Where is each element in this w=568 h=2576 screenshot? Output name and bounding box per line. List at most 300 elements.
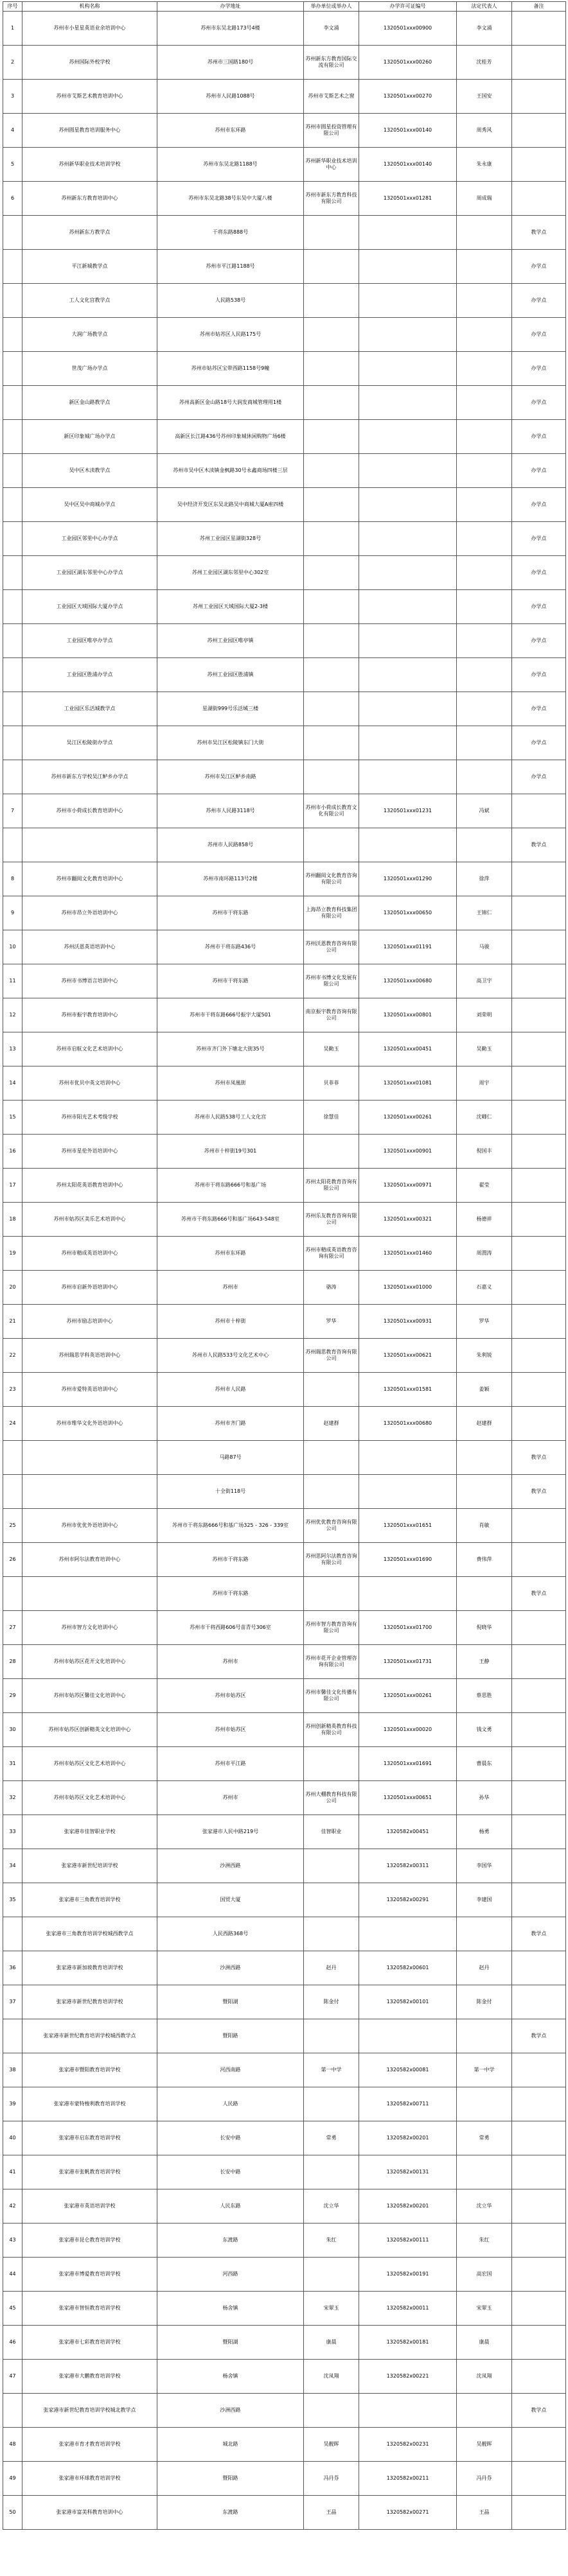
address-cell: 马路87号: [157, 1441, 304, 1475]
representative-cell: 王锦仁: [457, 896, 512, 930]
note-cell: 办学点: [512, 692, 566, 726]
note-cell: [512, 2258, 566, 2292]
table-row: [3, 454, 566, 488]
institution-name-cell: 张家港市英语培训学校: [22, 2189, 157, 2224]
license-number-cell: 1320501xxx01191: [359, 930, 457, 964]
note-cell: [512, 2496, 566, 2530]
license-number-cell: 1320501xxx00680: [359, 1407, 457, 1441]
sponsor-cell: [304, 828, 359, 862]
sponsor-cell: 宋翠玉: [304, 2292, 359, 2326]
table-row: [3, 2019, 566, 2053]
sponsor-cell: 苏州市小荷成长教育文化有限公司: [304, 794, 359, 828]
row-number-cell: 9: [3, 896, 22, 930]
note-cell: [512, 12, 566, 46]
row-number-cell: 28: [3, 1645, 22, 1679]
sponsor-cell: 苏州乐友教育咨询有限公司: [304, 1203, 359, 1237]
row-number-cell: 45: [3, 2292, 22, 2326]
institution-name-cell: 苏州市新东方学校吴江鲈乡办学点: [22, 760, 157, 794]
sponsor-cell: [304, 726, 359, 760]
institution-name-cell: 苏州新东方教育培训中心: [22, 182, 157, 216]
table-row: [3, 2053, 566, 2087]
institution-name-cell: 新区印象城广场办学点: [22, 420, 157, 454]
license-number-cell: [359, 2019, 457, 2053]
table-row: [3, 1373, 566, 1407]
sponsor-cell: [304, 1475, 359, 1509]
institution-name-cell: 苏州市姑苏区创新精英文化培训中心: [22, 1713, 157, 1747]
table-row: [3, 2087, 566, 2121]
table-row: [3, 114, 566, 148]
license-number-cell: [359, 692, 457, 726]
institution-name-cell: 苏州市姑苏区美乐艺术培训中心: [22, 1203, 157, 1237]
note-cell: [512, 794, 566, 828]
sponsor-cell: [304, 658, 359, 692]
address-cell: 苏州市姑苏区: [157, 1679, 304, 1713]
note-cell: [512, 1066, 566, 1101]
address-cell: 苏州市干将东路666号和基广场643-548室: [157, 1203, 304, 1237]
institution-name-cell: 苏州市姑苏区文化艺术培训中心: [22, 1781, 157, 1815]
row-number-cell: 2: [3, 46, 22, 80]
address-cell: 苏州市人民路1088号: [157, 80, 304, 114]
license-number-cell: 1320501xxx01690: [359, 1543, 457, 1577]
address-cell: 苏州工业园区天域国际大厦2-3楼: [157, 590, 304, 624]
sponsor-cell: 苏州优优教育咨询有限公司: [304, 1509, 359, 1543]
license-number-cell: 1320582x00291: [359, 1883, 457, 1917]
representative-cell: 康晨: [457, 2326, 512, 2360]
table-row: [3, 1917, 566, 1951]
address-cell: 暨阳湖: [157, 2326, 304, 2360]
institution-name-cell: 张家港市三角教育培训学校: [22, 1883, 157, 1917]
table-row: [3, 1611, 566, 1645]
column-header-number: 序号: [3, 2, 22, 12]
institution-name-cell: 张家港市新世纪教育培训学校城北教学点: [22, 2394, 157, 2428]
representative-cell: 冯斌: [457, 794, 512, 828]
table-row: [3, 964, 566, 998]
address-cell: 苏州市吴中区木渎镇金枫路30号永鑫商场四楼三层: [157, 454, 304, 488]
note-cell: [512, 1032, 566, 1066]
sponsor-cell: 徐慧佳: [304, 1101, 359, 1135]
address-cell: 沙洲西路: [157, 1951, 304, 1985]
institution-name-cell: 张家港市新加坡教育培训学校: [22, 1951, 157, 1985]
note-cell: [512, 46, 566, 80]
license-number-cell: [359, 1917, 457, 1951]
license-number-cell: 1320501xxx00901: [359, 1135, 457, 1169]
address-cell: 苏州市人民路: [157, 1373, 304, 1407]
address-cell: 长安中路: [157, 2121, 304, 2155]
institution-name-cell: 苏州市小荷成长教育培训中心: [22, 794, 157, 828]
license-number-cell: [359, 420, 457, 454]
address-cell: 苏州市东环路: [157, 1237, 304, 1271]
note-cell: [512, 896, 566, 930]
note-cell: 教学点: [512, 2019, 566, 2053]
note-cell: [512, 1169, 566, 1203]
note-cell: 教学点: [512, 1577, 566, 1611]
representative-cell: 李国华: [457, 1849, 512, 1883]
header-row: [3, 2, 566, 12]
note-cell: [512, 1883, 566, 1917]
sponsor-cell: 苏州太阳花教育咨询有限公司: [304, 1169, 359, 1203]
representative-cell: 吴勤玉: [457, 1032, 512, 1066]
license-number-cell: 1320501xxx00621: [359, 1339, 457, 1373]
note-cell: [512, 1815, 566, 1849]
address-cell: 苏州市干将东路666号振宇大厦501: [157, 998, 304, 1032]
table-row: [3, 2462, 566, 2496]
table-row: [3, 420, 566, 454]
sponsor-cell: [304, 216, 359, 250]
row-number-cell: 44: [3, 2258, 22, 2292]
sponsor-cell: 苏州市精成英语教育咨询有限公司: [304, 1237, 359, 1271]
note-cell: 办学点: [512, 386, 566, 420]
license-number-cell: 1320501xxx01700: [359, 1611, 457, 1645]
sponsor-cell: 苏州思阿尔法教育咨询有限公司: [304, 1543, 359, 1577]
representative-cell: [457, 760, 512, 794]
sponsor-cell: [304, 318, 359, 352]
table-row: [3, 352, 566, 386]
row-number-cell: 40: [3, 2121, 22, 2155]
row-number-cell: 6: [3, 182, 22, 216]
note-cell: [512, 1645, 566, 1679]
table-row: [3, 1169, 566, 1203]
note-cell: 教学点: [512, 216, 566, 250]
row-number-cell: [3, 828, 22, 862]
sponsor-cell: 赵建群: [304, 1407, 359, 1441]
representative-cell: 翟莹: [457, 1169, 512, 1203]
sponsor-cell: 苏州大棚教育科技有限公司: [304, 1781, 359, 1815]
license-number-cell: 1320501xxx00650: [359, 896, 457, 930]
sponsor-cell: [304, 250, 359, 284]
address-cell: 河西路: [157, 2258, 304, 2292]
representative-cell: 李建国: [457, 1883, 512, 1917]
institution-name-cell: 张家港市富美科教育培训中心: [22, 2496, 157, 2530]
sponsor-cell: 苏州市书博文化发展有限公司: [304, 964, 359, 998]
institution-name-cell: 苏州市书博语言培训中心: [22, 964, 157, 998]
row-number-cell: [3, 284, 22, 318]
row-number-cell: 18: [3, 1203, 22, 1237]
sponsor-cell: 苏州市艾斯艺术之窗: [304, 80, 359, 114]
row-number-cell: [3, 420, 22, 454]
table-row: [3, 522, 566, 556]
institution-name-cell: 苏州市姑苏区馨佳文化培训中心: [22, 1679, 157, 1713]
table-row: [3, 386, 566, 420]
note-cell: 办学点: [512, 760, 566, 794]
license-number-cell: 1320501xxx00261: [359, 1101, 457, 1135]
representative-cell: 王国安: [457, 80, 512, 114]
address-cell: 干将东路888号: [157, 216, 304, 250]
sponsor-cell: 苏州瑞思教育咨询有限公司: [304, 1339, 359, 1373]
row-number-cell: [3, 624, 22, 658]
institution-name-cell: 工业园区乐活城教学点: [22, 692, 157, 726]
sponsor-cell: [304, 1577, 359, 1611]
institution-name-cell: 苏州市优优外语培训中心: [22, 1509, 157, 1543]
note-cell: [512, 1679, 566, 1713]
table-row: [3, 896, 566, 930]
license-number-cell: 1320501xxx00900: [359, 12, 457, 46]
sponsor-cell: 吴靓晖: [304, 2428, 359, 2462]
table-row: [3, 1101, 566, 1135]
license-number-cell: [359, 386, 457, 420]
license-number-cell: 1320501xxx00261: [359, 1679, 457, 1713]
sponsor-cell: [304, 1917, 359, 1951]
note-cell: 办学点: [512, 420, 566, 454]
row-number-cell: [3, 726, 22, 760]
institution-name-cell: 苏州市小星星英语业余培训中心: [22, 12, 157, 46]
representative-cell: 周宇: [457, 1066, 512, 1101]
row-number-cell: 20: [3, 1271, 22, 1305]
sponsor-cell: [304, 556, 359, 590]
license-number-cell: 1320582x00271: [359, 2496, 457, 2530]
note-cell: 办学点: [512, 726, 566, 760]
row-number-cell: 27: [3, 1611, 22, 1645]
note-cell: [512, 2462, 566, 2496]
representative-cell: [457, 658, 512, 692]
address-cell: 苏州市干将东路: [157, 896, 304, 930]
representative-cell: [457, 420, 512, 454]
license-number-cell: [359, 556, 457, 590]
row-number-cell: 3: [3, 80, 22, 114]
institution-name-cell: 工业园区唯亭办学点: [22, 624, 157, 658]
address-cell: 吴中经济开发区东吴北路吴中商城大厦A座四楼: [157, 488, 304, 522]
license-number-cell: 1320501xxx00931: [359, 1305, 457, 1339]
representative-cell: [457, 1917, 512, 1951]
institution-name-cell: 张家港市智恒教育培训学校: [22, 2292, 157, 2326]
row-number-cell: 42: [3, 2189, 22, 2224]
table-row: [3, 1407, 566, 1441]
license-number-cell: [359, 1441, 457, 1475]
address-cell: 苏州工业园区湖东邻里中心302室: [157, 556, 304, 590]
note-cell: [512, 1271, 566, 1305]
representative-cell: 刘荣明: [457, 998, 512, 1032]
note-cell: [512, 1407, 566, 1441]
sponsor-cell: 苏州新华职业技术培训中心: [304, 148, 359, 182]
sponsor-cell: 沈立华: [304, 2189, 359, 2224]
institution-name-cell: 苏州市精成英语培训中心: [22, 1237, 157, 1271]
sponsor-cell: 苏州创新精英教育科技有限公司: [304, 1713, 359, 1747]
note-cell: [512, 1135, 566, 1169]
address-cell: 苏州市南环路113号2楼: [157, 862, 304, 896]
table-row: [3, 182, 566, 216]
sponsor-cell: 王晶: [304, 2496, 359, 2530]
table-row: [3, 216, 566, 250]
address-cell: 苏州市干将西路606号苗青号306室: [157, 1611, 304, 1645]
institution-name-cell: 苏州市维华文化外语培训中心: [22, 1407, 157, 1441]
institution-name-cell: 苏州市阳光艺术考级学校: [22, 1101, 157, 1135]
row-number-cell: [3, 1475, 22, 1509]
institution-name-cell: 苏州新东方教学点: [22, 216, 157, 250]
sponsor-cell: [304, 760, 359, 794]
license-number-cell: 1320501xxx00651: [359, 1781, 457, 1815]
representative-cell: [457, 318, 512, 352]
institution-name-cell: 苏州市阿尔法教育培训中心: [22, 1543, 157, 1577]
institution-name-cell: [22, 1577, 157, 1611]
sponsor-cell: [304, 624, 359, 658]
row-number-cell: 43: [3, 2224, 22, 2258]
license-number-cell: 1320582x00211: [359, 2462, 457, 2496]
institution-name-cell: [22, 828, 157, 862]
row-number-cell: [3, 2394, 22, 2428]
note-cell: [512, 964, 566, 998]
note-cell: [512, 862, 566, 896]
license-number-cell: 1320582x00451: [359, 1815, 457, 1849]
column-header-note: 备注: [512, 2, 566, 12]
sponsor-cell: [304, 2155, 359, 2189]
table-row: [3, 2258, 566, 2292]
table-row: [3, 1441, 566, 1475]
representative-cell: [457, 1577, 512, 1611]
representative-cell: 杨德祥: [457, 1203, 512, 1237]
sponsor-cell: [304, 1441, 359, 1475]
note-cell: 办学点: [512, 590, 566, 624]
sponsor-cell: [304, 2019, 359, 2053]
institution-name-cell: 张家港市蒙特梭利教育培训学校: [22, 2087, 157, 2121]
note-cell: 办学点: [512, 522, 566, 556]
row-number-cell: [3, 352, 22, 386]
address-cell: 苏州市人民路533号文化艺术中心: [157, 1339, 304, 1373]
license-number-cell: 1320582x00231: [359, 2428, 457, 2462]
row-number-cell: 34: [3, 1849, 22, 1883]
license-number-cell: 1320501xxx00321: [359, 1203, 457, 1237]
row-number-cell: 49: [3, 2462, 22, 2496]
address-cell: 苏州市东环路: [157, 114, 304, 148]
institution-name-cell: 苏州市启航文化艺术培训中心: [22, 1032, 157, 1066]
institution-name-cell: 工业园区天域国际大厦办学点: [22, 590, 157, 624]
representative-cell: 钱文勇: [457, 1713, 512, 1747]
table-row: [3, 2326, 566, 2360]
row-number-cell: [3, 386, 22, 420]
row-number-cell: [3, 556, 22, 590]
sponsor-cell: 苏州新东方教育国际交流有限公司: [304, 46, 359, 80]
address-cell: 苏州市: [157, 1781, 304, 1815]
table-row: [3, 2224, 566, 2258]
institution-name-cell: 张家港市环球教育培训学校: [22, 2462, 157, 2496]
institution-name-cell: 吴中区吴中商城办学点: [22, 488, 157, 522]
address-cell: 暨阳路: [157, 2462, 304, 2496]
table-row: [3, 1713, 566, 1747]
representative-cell: 杨勇: [457, 1815, 512, 1849]
representative-cell: 第一中学: [457, 2053, 512, 2087]
note-cell: [512, 1373, 566, 1407]
note-cell: [512, 2224, 566, 2258]
table-row: [3, 726, 566, 760]
table-row: [3, 1339, 566, 1373]
address-cell: 人民路538号: [157, 284, 304, 318]
address-cell: 苏州市干将东路: [157, 964, 304, 998]
note-cell: [512, 1781, 566, 1815]
table-row: [3, 1679, 566, 1713]
representative-cell: 吴靓晖: [457, 2428, 512, 2462]
license-number-cell: 1320501xxx01000: [359, 1271, 457, 1305]
address-cell: 东渡路: [157, 2496, 304, 2530]
license-number-cell: 1320582x00011: [359, 2292, 457, 2326]
address-cell: 苏州市东吴北路1188号: [157, 148, 304, 182]
note-cell: [512, 1985, 566, 2019]
sponsor-cell: [304, 522, 359, 556]
representative-cell: 沈卿仁: [457, 1101, 512, 1135]
row-number-cell: [3, 216, 22, 250]
license-number-cell: [359, 522, 457, 556]
address-cell: 星湖街999号乐活城三楼: [157, 692, 304, 726]
license-number-cell: [359, 454, 457, 488]
address-cell: 苏州市平江路1188号: [157, 250, 304, 284]
sponsor-cell: 贝菲菲: [304, 1066, 359, 1101]
license-number-cell: 1320501xxx00680: [359, 964, 457, 998]
note-cell: [512, 1747, 566, 1781]
license-number-cell: 1320582x00131: [359, 2155, 457, 2189]
row-number-cell: 47: [3, 2360, 22, 2394]
sponsor-cell: 沈凤翔: [304, 2360, 359, 2394]
institution-name-cell: 张家港市新世纪教育培训学校: [22, 1985, 157, 2019]
address-cell: 苏州市姑苏区: [157, 1713, 304, 1747]
table-row: [3, 1271, 566, 1305]
representative-cell: 赵建群: [457, 1407, 512, 1441]
address-cell: 苏州市干将东路: [157, 1543, 304, 1577]
table-row: [3, 1135, 566, 1169]
table-row: [3, 794, 566, 828]
institution-table-sheet: [3, 1, 565, 2572]
table-row: [3, 148, 566, 182]
address-cell: 苏州市: [157, 1271, 304, 1305]
institution-name-cell: 工人文化宫教学点: [22, 284, 157, 318]
license-number-cell: 1320501xxx00801: [359, 998, 457, 1032]
representative-cell: 倪晓华: [457, 1611, 512, 1645]
institution-name-cell: 苏州市智方文化培训中心: [22, 1611, 157, 1645]
address-cell: 十全街118号: [157, 1475, 304, 1509]
representative-cell: [457, 590, 512, 624]
address-cell: 苏州工业园区胜浦镇: [157, 658, 304, 692]
representative-cell: 周成瑞: [457, 182, 512, 216]
note-cell: [512, 1305, 566, 1339]
row-number-cell: 37: [3, 1985, 22, 2019]
address-cell: 苏州市十梓街: [157, 1305, 304, 1339]
representative-cell: [457, 352, 512, 386]
representative-cell: 高宏国: [457, 2258, 512, 2292]
representative-cell: 姜颖: [457, 1373, 512, 1407]
note-cell: [512, 2326, 566, 2360]
sponsor-cell: [304, 1135, 359, 1169]
note-cell: [512, 2053, 566, 2087]
table-row: [3, 1645, 566, 1679]
representative-cell: 徐萍: [457, 862, 512, 896]
note-cell: [512, 1203, 566, 1237]
address-cell: 苏州市吴江区鲈乡南路: [157, 760, 304, 794]
address-cell: 人民西路368号: [157, 1917, 304, 1951]
table-row: [3, 2155, 566, 2189]
institution-name-cell: 苏州市优贝中英文培训中心: [22, 1066, 157, 1101]
address-cell: 苏州市凤凰街: [157, 1066, 304, 1101]
institution-name-cell: 苏州市艾斯艺术教育培训中心: [22, 80, 157, 114]
license-number-cell: [359, 1475, 457, 1509]
row-number-cell: 16: [3, 1135, 22, 1169]
row-number-cell: [3, 488, 22, 522]
table-row: [3, 2428, 566, 2462]
table-row: [3, 1203, 566, 1237]
row-number-cell: 5: [3, 148, 22, 182]
column-header-sponsor: 举办单位或举办人: [304, 2, 359, 12]
note-cell: [512, 1101, 566, 1135]
row-number-cell: [3, 590, 22, 624]
license-number-cell: 1320582x00081: [359, 2053, 457, 2087]
institution-name-cell: 张家港市佳智职业学校: [22, 1815, 157, 1849]
note-cell: [512, 148, 566, 182]
table-row: [3, 1066, 566, 1101]
row-number-cell: 10: [3, 930, 22, 964]
license-number-cell: 1320501xxx00971: [359, 1169, 457, 1203]
license-number-cell: 1320501xxx00020: [359, 1713, 457, 1747]
row-number-cell: 26: [3, 1543, 22, 1577]
institution-name-cell: 苏州市姑苏区文化艺术培训中心: [22, 1747, 157, 1781]
address-cell: 苏州市干将东路436号: [157, 930, 304, 964]
table-row: [3, 2360, 566, 2394]
representative-cell: 李文涌: [457, 12, 512, 46]
note-cell: 教学点: [512, 1441, 566, 1475]
